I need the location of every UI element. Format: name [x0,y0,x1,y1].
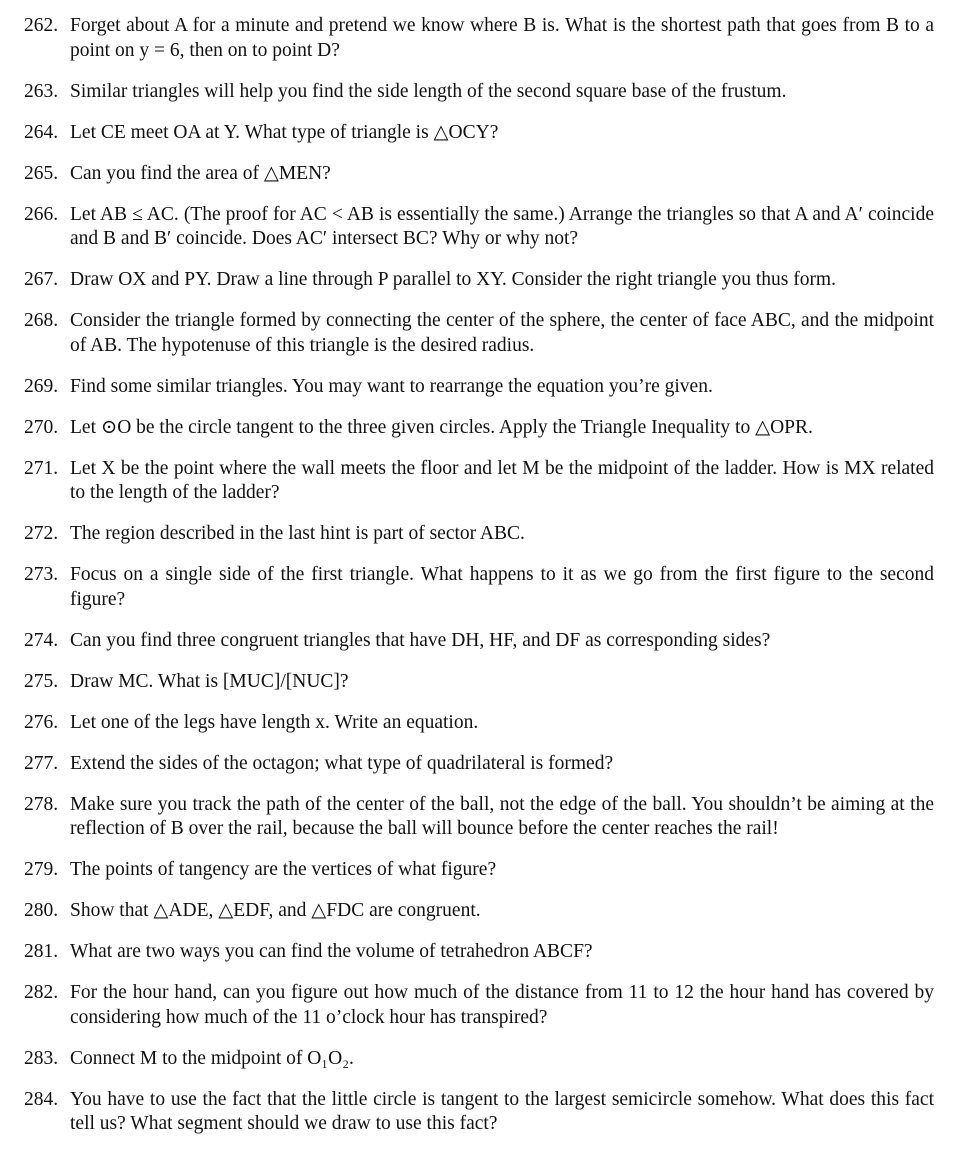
hint-number: 277. [24,752,59,774]
hint-item [24,752,936,777]
hint-number: 278. [24,793,59,815]
hint-text: The points of tangency are the vertices of what figure? [70,859,497,880]
hint-number: 272. [24,523,59,544]
hint-text: Let CE meet OA at Y. What type of triangle is △OCY? [70,121,499,143]
hint-item [24,899,936,924]
hint-text: Draw OX and PY. Draw a line through P parallel to XY. Consider the right triangle you thus form. [70,269,836,290]
hint-text: Let AB ≤ AC. (The proof for AC < AB is essentially the same.) Arrange the triangles so that A and A′ coincide and B and B′ coincide. Does AC′ intersect BC? Why or why not? [70,203,934,249]
hint-text: Find some similar triangles. You may want to rearrange the equation you’re given. [70,375,713,397]
hint-number: 268. [24,310,59,331]
hint-text: Consider the triangle formed by connecting the center of the sphere, the center of face ABC, and the midpoint of AB. The hypotenuse of this triangle is the desired radius. [70,310,934,356]
hint-item [24,121,936,146]
hint-text: Let one of the legs have length x. Write an equation. [70,711,479,733]
hint-text: Can you find the area of △MEN? [70,162,331,184]
hint-text: Forget about A for a minute and pretend we know where B is. What is the shortest path that goes from B to a point on y = 6, then on to point D? [70,15,934,61]
hint-item [24,981,936,1030]
hint-item [24,670,936,695]
hint-item [24,14,936,63]
hint-text: Let X be the point where the wall meets the floor and let M be the midpoint of the ladder. How is MX related to the length of the ladder? [70,457,934,503]
hint-number: 263. [24,80,59,102]
hint-item [24,1088,936,1137]
hint-number: 284. [24,1088,59,1110]
hint-item [24,563,936,612]
hint-number: 281. [24,941,59,962]
hint-number: 262. [24,15,59,36]
hint-text: You have to use the fact that the little circle is tangent to the largest semicircle somehow. What does this fact tell us? What segment should we draw to use this fact? [70,1088,934,1134]
hint-number: 269. [24,375,59,397]
hint-number: 267. [24,269,59,290]
hint-text: Make sure you track the path of the center of the ball, not the edge of the ball. You shouldn’t be aiming at the reflection of B over the rail, because the ball will bounce before the center reaches the rail! [70,793,934,839]
hint-item [24,711,936,736]
hint-number: 279. [24,859,59,880]
hint-item [24,309,936,358]
hint-number: 274. [24,629,59,651]
hint-number: 283. [24,1047,59,1069]
hint-item [24,416,936,441]
hint-number: 271. [24,457,59,479]
hint-item [24,80,936,105]
hint-text: Draw MC. What is [MUC]/[NUC]? [70,670,349,692]
hint-text: For the hour hand, can you figure out how much of the distance from 11 to 12 the hour hand has covered by considering how much of the 11 o’clock hour has transpired? [70,982,934,1028]
hint-text: Extend the sides of the octagon; what type of quadrilateral is formed? [70,752,614,774]
hint-text: Focus on a single side of the first triangle. What happens to it as we go from the first figure to the second figure? [70,564,934,610]
hint-text: Similar triangles will help you find the side length of the second square base of the frustum. [70,80,787,102]
hint-number: 266. [24,203,59,225]
hint-item [24,793,936,842]
hint-item [24,375,936,400]
hint-number: 275. [24,670,59,692]
hint-item [24,1047,936,1072]
hint-number: 264. [24,121,59,143]
hint-text: What are two ways you can find the volume of tetrahedron ABCF? [70,941,593,962]
hint-item [24,522,936,547]
hint-number: 276. [24,711,59,733]
hint-text: Show that △ADE, △EDF, and △FDC are congruent. [70,900,481,921]
hint-item [24,457,936,506]
hint-item [24,858,936,883]
hint-item [24,629,936,654]
hint-text: The region described in the last hint is part of sector ABC. [70,523,525,544]
hint-number: 265. [24,162,59,184]
hint-number: 282. [24,982,59,1003]
hint-item [24,203,936,252]
hint-number: 273. [24,564,59,585]
hint-text: Connect M to the midpoint of O₁O₂. [70,1047,354,1069]
hint-item [24,268,936,293]
hint-number: 270. [24,416,59,438]
hint-number: 280. [24,900,59,921]
hint-text: Let ⊙O be the circle tangent to the three given circles. Apply the Triangle Inequality to △OPR. [70,416,813,438]
hint-item [24,162,936,187]
hint-item [24,940,936,965]
hint-text: Can you find three congruent triangles that have DH, HF, and DF as corresponding sides? [70,629,771,651]
